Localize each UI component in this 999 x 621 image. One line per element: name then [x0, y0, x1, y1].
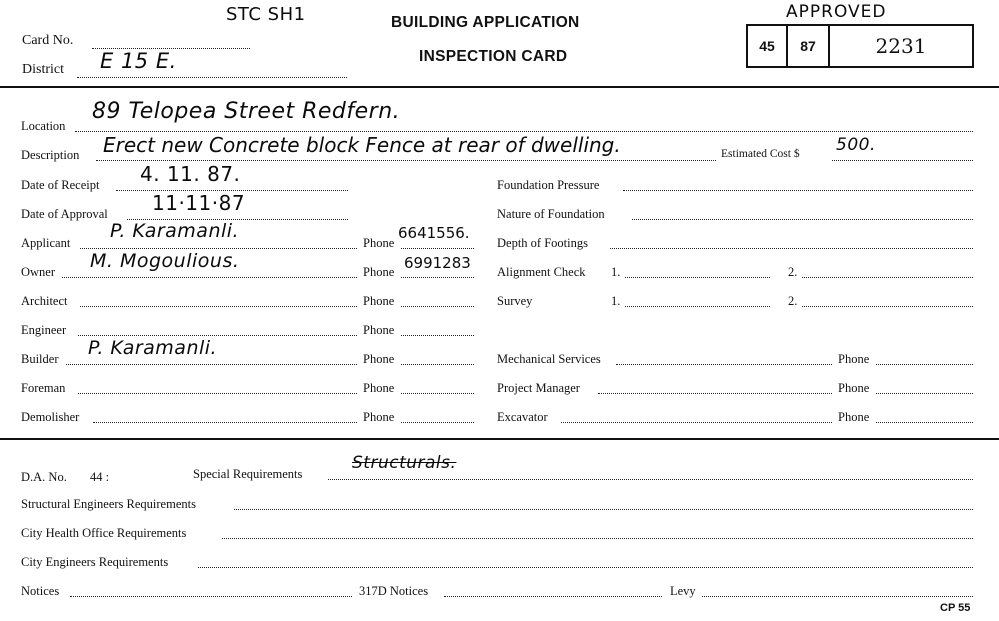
estimated-cost-label: Estimated Cost $ [721, 148, 800, 160]
location-line[interactable] [75, 131, 973, 132]
architect-phone-line[interactable] [401, 306, 474, 307]
alignment-check-label: Alignment Check [497, 265, 586, 279]
date-receipt-label: Date of Receipt [21, 178, 100, 192]
estimated-cost-line[interactable] [832, 160, 973, 161]
survey-1-label: 1. [611, 294, 621, 308]
description-label: Description [21, 148, 80, 162]
notices-317d-label: 317D Notices [359, 584, 429, 598]
project-manager-label: Project Manager [497, 381, 580, 395]
depth-footings-line[interactable] [610, 248, 973, 249]
card-no-label: Card No. [22, 33, 74, 48]
health-office-label: City Health Office Requirements [21, 526, 187, 540]
levy-label: Levy [670, 584, 696, 598]
district-label: District [22, 62, 64, 77]
architect-label: Architect [21, 294, 68, 308]
special-req-line[interactable] [328, 479, 973, 480]
date-approval-label: Date of Approval [21, 207, 108, 221]
top-handwritten-note: STC SH1 [226, 4, 306, 25]
mechanical-phone-line[interactable] [876, 364, 973, 365]
foundation-pressure-label: Foundation Pressure [497, 178, 600, 192]
foreman-line[interactable] [78, 393, 357, 394]
alignment-check-1-line[interactable] [625, 277, 770, 278]
owner-value: M. Mogoulious. [90, 250, 240, 272]
alignment-check-2-line[interactable] [802, 277, 973, 278]
project-manager-phone-line[interactable] [876, 393, 973, 394]
number-cell-3: 2231 [875, 34, 927, 58]
location-value: 89 Telopea Street Redfern. [92, 99, 401, 124]
city-engineers-label: City Engineers Requirements [21, 555, 169, 569]
owner-label: Owner [21, 265, 56, 279]
da-no-label: D.A. No. [21, 470, 67, 484]
applicant-line[interactable] [80, 248, 357, 249]
number-cell-1: 45 [748, 26, 788, 66]
structural-eng-line[interactable] [234, 509, 973, 510]
district-line[interactable] [77, 77, 347, 78]
mechanical-line[interactable] [616, 364, 832, 365]
survey-2-line[interactable] [802, 306, 973, 307]
structural-eng-label: Structural Engineers Requirements [21, 497, 196, 511]
survey-1-line[interactable] [625, 306, 770, 307]
nature-foundation-line[interactable] [632, 219, 973, 220]
excavator-line[interactable] [561, 422, 832, 423]
special-req-value: Structurals. [352, 453, 457, 473]
demolisher-line[interactable] [93, 422, 357, 423]
foreman-label: Foreman [21, 381, 66, 395]
form-title-line1: BUILDING APPLICATION [391, 14, 580, 31]
notices-label: Notices [21, 584, 60, 598]
alignment-check-1-label: 1. [611, 265, 621, 279]
builder-label: Builder [21, 352, 59, 366]
city-engineers-line[interactable] [198, 567, 973, 568]
file-number-box [746, 24, 974, 68]
health-office-line[interactable] [222, 538, 973, 539]
demolisher-label: Demolisher [21, 410, 80, 424]
description-value: Erect new Concrete block Fence at rear of dwelling. [103, 133, 621, 157]
engineer-phone-label: Phone [363, 323, 395, 337]
estimated-cost-value: 500. [836, 135, 876, 155]
builder-line[interactable] [66, 364, 357, 365]
excavator-phone-line[interactable] [876, 422, 973, 423]
applicant-phone-label: Phone [363, 236, 395, 250]
header-divider [0, 86, 999, 88]
levy-line[interactable] [702, 596, 973, 597]
owner-line[interactable] [62, 277, 357, 278]
engineer-phone-line[interactable] [401, 335, 474, 336]
applicant-label: Applicant [21, 236, 71, 250]
foundation-pressure-line[interactable] [623, 190, 973, 191]
da-no-value: 44 : [90, 470, 110, 484]
date-receipt-value: 4. 11. 87. [140, 162, 241, 186]
survey-2-label: 2. [788, 294, 798, 308]
architect-line[interactable] [80, 306, 357, 307]
builder-value: P. Karamanli. [88, 337, 218, 359]
architect-phone-label: Phone [363, 294, 395, 308]
date-approval-value: 11·11·87 [152, 191, 246, 215]
survey-label: Survey [497, 294, 533, 308]
requirements-divider [0, 438, 999, 440]
special-req-label: Special Requirements [193, 467, 303, 481]
excavator-label: Excavator [497, 410, 548, 424]
owner-phone-label: Phone [363, 265, 395, 279]
alignment-check-2-label: 2. [788, 265, 798, 279]
builder-phone-label: Phone [363, 352, 395, 366]
mechanical-label: Mechanical Services [497, 352, 601, 366]
number-cell-2: 87 [788, 26, 830, 66]
demolisher-phone-label: Phone [363, 410, 395, 424]
notices-line[interactable] [70, 596, 352, 597]
depth-footings-label: Depth of Footings [497, 236, 588, 250]
description-line[interactable] [96, 160, 716, 161]
location-label: Location [21, 119, 66, 133]
nature-foundation-label: Nature of Foundation [497, 207, 605, 221]
applicant-phone-line[interactable] [401, 248, 474, 249]
foreman-phone-line[interactable] [401, 393, 474, 394]
approved-stamp: APPROVED [786, 2, 887, 22]
engineer-line[interactable] [78, 335, 357, 336]
demolisher-phone-line[interactable] [401, 422, 474, 423]
applicant-phone-value: 6641556. [398, 224, 470, 242]
form-title-line2: INSPECTION CARD [419, 48, 568, 65]
foreman-phone-label: Phone [363, 381, 395, 395]
engineer-label: Engineer [21, 323, 67, 337]
notices-317d-line[interactable] [444, 596, 662, 597]
district-value: E 15 E. [100, 49, 177, 73]
project-manager-phone-label: Phone [838, 381, 870, 395]
owner-phone-line[interactable] [401, 277, 474, 278]
applicant-value: P. Karamanli. [110, 220, 240, 242]
mechanical-phone-label: Phone [838, 352, 870, 366]
owner-phone-value: 6991283 [404, 254, 471, 272]
project-manager-line[interactable] [598, 393, 832, 394]
builder-phone-line[interactable] [401, 364, 474, 365]
form-code: CP 55 [940, 602, 971, 614]
excavator-phone-label: Phone [838, 410, 870, 424]
